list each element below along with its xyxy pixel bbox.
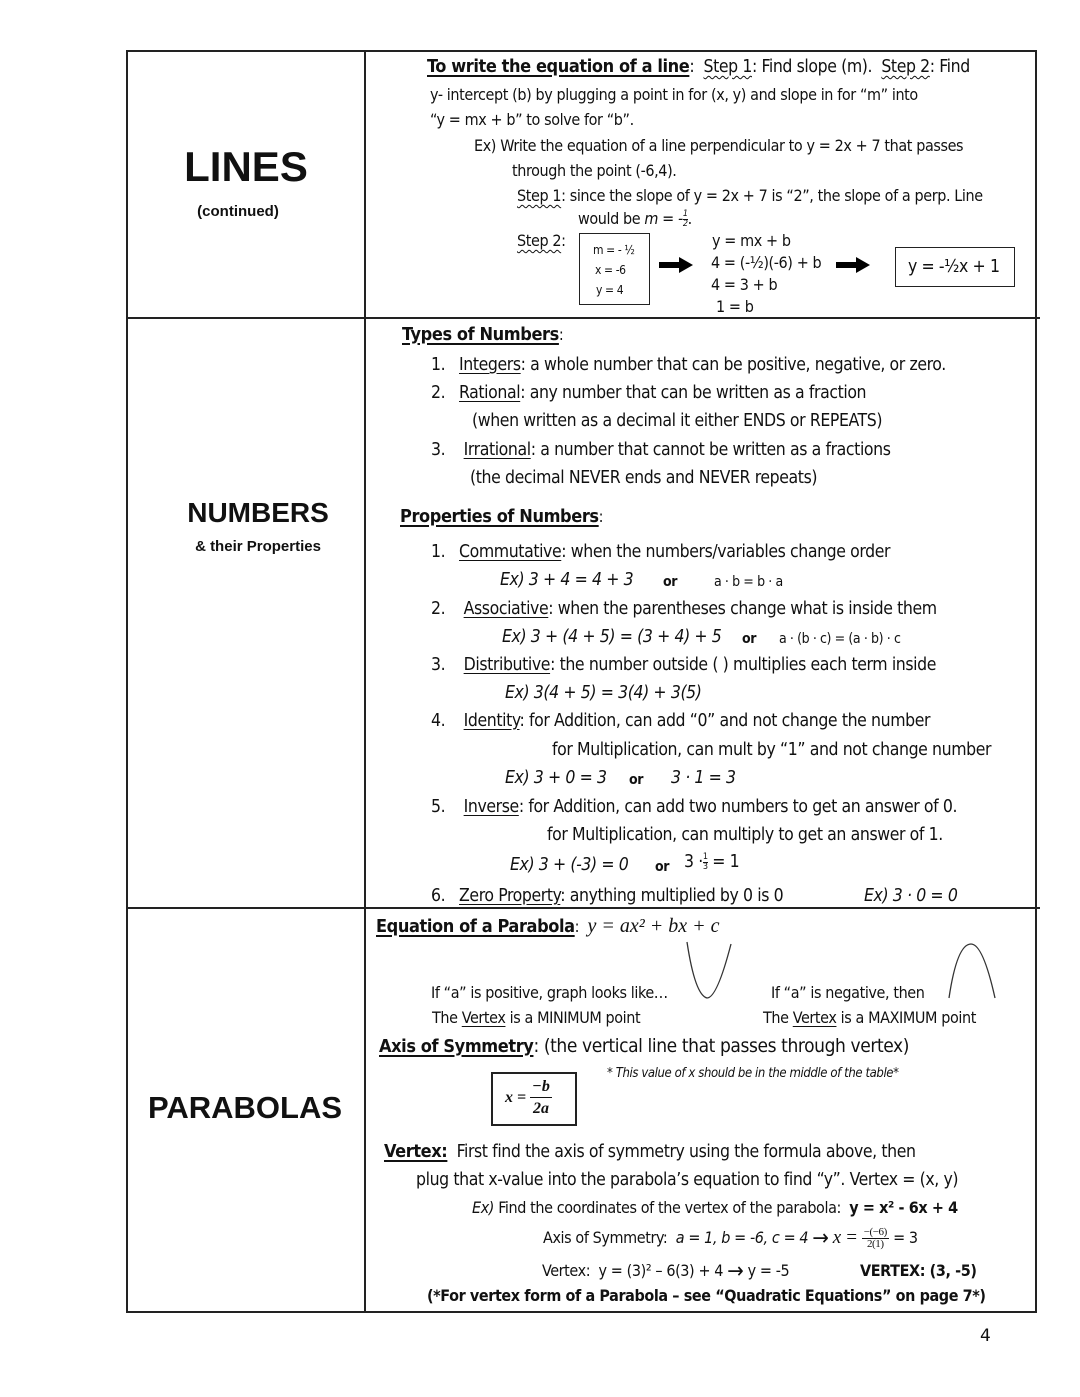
associative-example2: a · (b · c) = (a · b) · c <box>779 631 901 647</box>
example-axis-line: Axis of Symmetry: a = 1, b = -6, c = 4 → x = $\frac{-(-6)}{2(1)}$ = 3 <box>543 1226 918 1251</box>
property-distributive: 3. Distributive: the number outside ( ) multiplies each term inside <box>431 655 937 675</box>
type-integers: 1. Integers: a whole number that can be positive, negative, or zero. <box>431 355 946 375</box>
section-subtitle-numbers: & their Properties <box>195 538 321 555</box>
vertex-instructions-line2: plug that x-value into the parabola’s equation to find “y”. Vertex = (x, y) <box>416 1170 959 1190</box>
parabola-equation: y = ax² + bx + c <box>587 915 720 937</box>
vertex-minimum-text: The Vertex is a MINIMUM point <box>432 1008 641 1027</box>
work-line2: 4 = (-½)(-6) + b <box>711 253 822 272</box>
row-divider-numbers-parabolas <box>126 907 1040 909</box>
section-title-numbers: NUMBERS <box>187 497 329 528</box>
right-arrow-icon <box>659 257 693 273</box>
type-rational-note: (when written as a decimal it either ENDS or REPEATS) <box>472 411 883 431</box>
upward-parabola-icon <box>685 940 735 1002</box>
work-line1: y = mx + b <box>712 231 791 250</box>
property-inverse: 5. Inverse: for Addition, can add two numbers to get an answer of 0. <box>431 797 958 817</box>
lines-example-line1: Ex) Write the equation of a line perpendicular to y = 2x + 7 that passes <box>474 136 964 155</box>
axis-formula: x = $\frac{-b}{2a}$ <box>505 1078 550 1117</box>
property-zero: 6. Zero Property: anything multiplied by 0 is 0 <box>431 886 784 906</box>
work-line3: 4 = 3 + b <box>711 275 778 294</box>
inverse-example: Ex) 3 + (-3) = 0 <box>510 855 629 875</box>
or-label: or <box>663 574 678 590</box>
step1-label: Step 1 <box>703 57 752 77</box>
inverse-def2: for Multiplication, can multiply to get an answer of 1. <box>547 825 943 845</box>
example-step1-cont: would be m = - $\frac{1}{2}$ . <box>578 209 692 229</box>
property-identity: 4. Identity: for Addition, can add “0” and not change the number <box>431 711 931 731</box>
vertex-instructions-line1: Vertex: First find the axis of symmetry using the formula above, then <box>384 1141 916 1162</box>
page-number: 4 <box>980 1326 991 1346</box>
vertex-form-footnote: (*For vertex form of a Parabola – see “Quadratic Equations” on page 7*) <box>427 1286 986 1305</box>
vertex-example-line: Ex) Find the coordinates of the vertex of the parabola: y = x² - 6x + 4 <box>472 1198 958 1217</box>
identity-example: Ex) 3 + 0 = 3 <box>505 768 607 788</box>
example-vertex-line: Vertex: y = (3)² – 6(3) + 4 → y = -5 <box>542 1259 790 1284</box>
property-commutative: 1. Commutative: when the numbers/variables change order <box>431 542 891 562</box>
work-line4: 1 = b <box>716 297 754 316</box>
lines-example-line2: through the point (-6,4). <box>512 161 677 180</box>
section-subtitle-lines: (continued) <box>197 203 279 220</box>
property-associative: 2. Associative: when the parentheses change what is inside them <box>431 599 937 619</box>
arrow-icon: → <box>727 1259 744 1284</box>
type-irrational: 3. Irrational: a number that cannot be written as a fractions <box>431 440 891 460</box>
lines-instructions-line2: y- intercept (b) by plugging a point in for (x, y) and slope in for “m” into <box>430 85 918 104</box>
type-rational: 2. Rational: any number that can be written as a fraction <box>431 383 867 403</box>
positive-a-text: If “a” is positive, graph looks like… <box>431 983 668 1002</box>
properties-heading: Properties of Numbers: <box>400 506 604 527</box>
answer-equation: y = -½x + 1 <box>908 257 1000 277</box>
zero-example: Ex) 3 · 0 = 0 <box>864 886 958 906</box>
or-label: or <box>742 631 757 647</box>
example-step1: Step 1: since the slope of y = 2x + 7 is “2”, the slope of a perp. Line <box>517 186 983 205</box>
negative-a-text: If “a” is negative, then <box>771 983 925 1002</box>
fraction-half: $\frac{1}{2}$ <box>682 209 688 229</box>
section-title-lines: LINES <box>184 143 308 190</box>
row-divider-lines-numbers <box>126 317 1040 319</box>
axis-note: * This value of x should be in the middle of the table* <box>607 1066 899 1081</box>
or-label: or <box>629 772 644 788</box>
inverse-example2: 3 · $\frac{1}{3}$ = 1 <box>684 851 740 872</box>
section-title-parabolas: PARABOLAS <box>147 1090 343 1125</box>
example-step2-label: Step 2: <box>517 231 566 250</box>
parabola-equation-heading: Equation of a Parabola: y = ax² + bx + c <box>376 915 720 937</box>
given-m: m = - ½ <box>593 243 635 257</box>
associative-example: Ex) 3 + (4 + 5) = (3 + 4) + 5 <box>502 627 722 647</box>
arrow-icon: → <box>812 1226 829 1251</box>
types-of-numbers-heading: Types of Numbers: <box>402 324 564 345</box>
identity-example2: 3 · 1 = 3 <box>671 768 736 788</box>
downward-parabola-icon <box>945 940 999 1002</box>
column-divider <box>364 50 366 1313</box>
vertex-maximum-text: The Vertex is a MAXIMUM point <box>763 1008 976 1027</box>
identity-def2: for Multiplication, can mult by “1” and not change number <box>552 740 992 760</box>
lines-instructions-line3: “y = mx + b” to solve for “b”. <box>430 110 634 129</box>
type-irrational-note: (the decimal NEVER ends and NEVER repeats) <box>470 468 818 488</box>
example-vertex-final: VERTEX: (3, -5) <box>860 1261 977 1280</box>
commutative-example: Ex) 3 + 4 = 4 + 3 <box>500 570 634 590</box>
right-arrow-icon <box>836 257 870 273</box>
axis-of-symmetry-line: Axis of Symmetry: (the vertical line that passes through vertex) <box>379 1035 910 1057</box>
distributive-example: Ex) 3(4 + 5) = 3(4) + 3(5) <box>505 683 702 703</box>
commutative-example2: a · b = b · a <box>714 574 783 590</box>
lines-heading: To write the equation of a line <box>427 56 690 77</box>
given-x: x = -6 <box>595 263 626 277</box>
fraction-third: $\frac{1}{3}$ <box>702 851 708 872</box>
or-label: or <box>655 859 670 875</box>
given-y: y = 4 <box>596 283 624 297</box>
lines-instructions-line1: To write the equation of a line: Step 1: Find slope (m). Step 2: Find <box>427 56 970 77</box>
step2-label: Step 2 <box>881 57 930 77</box>
example-parabola-equation: y = x² - 6x + 4 <box>849 1198 958 1217</box>
